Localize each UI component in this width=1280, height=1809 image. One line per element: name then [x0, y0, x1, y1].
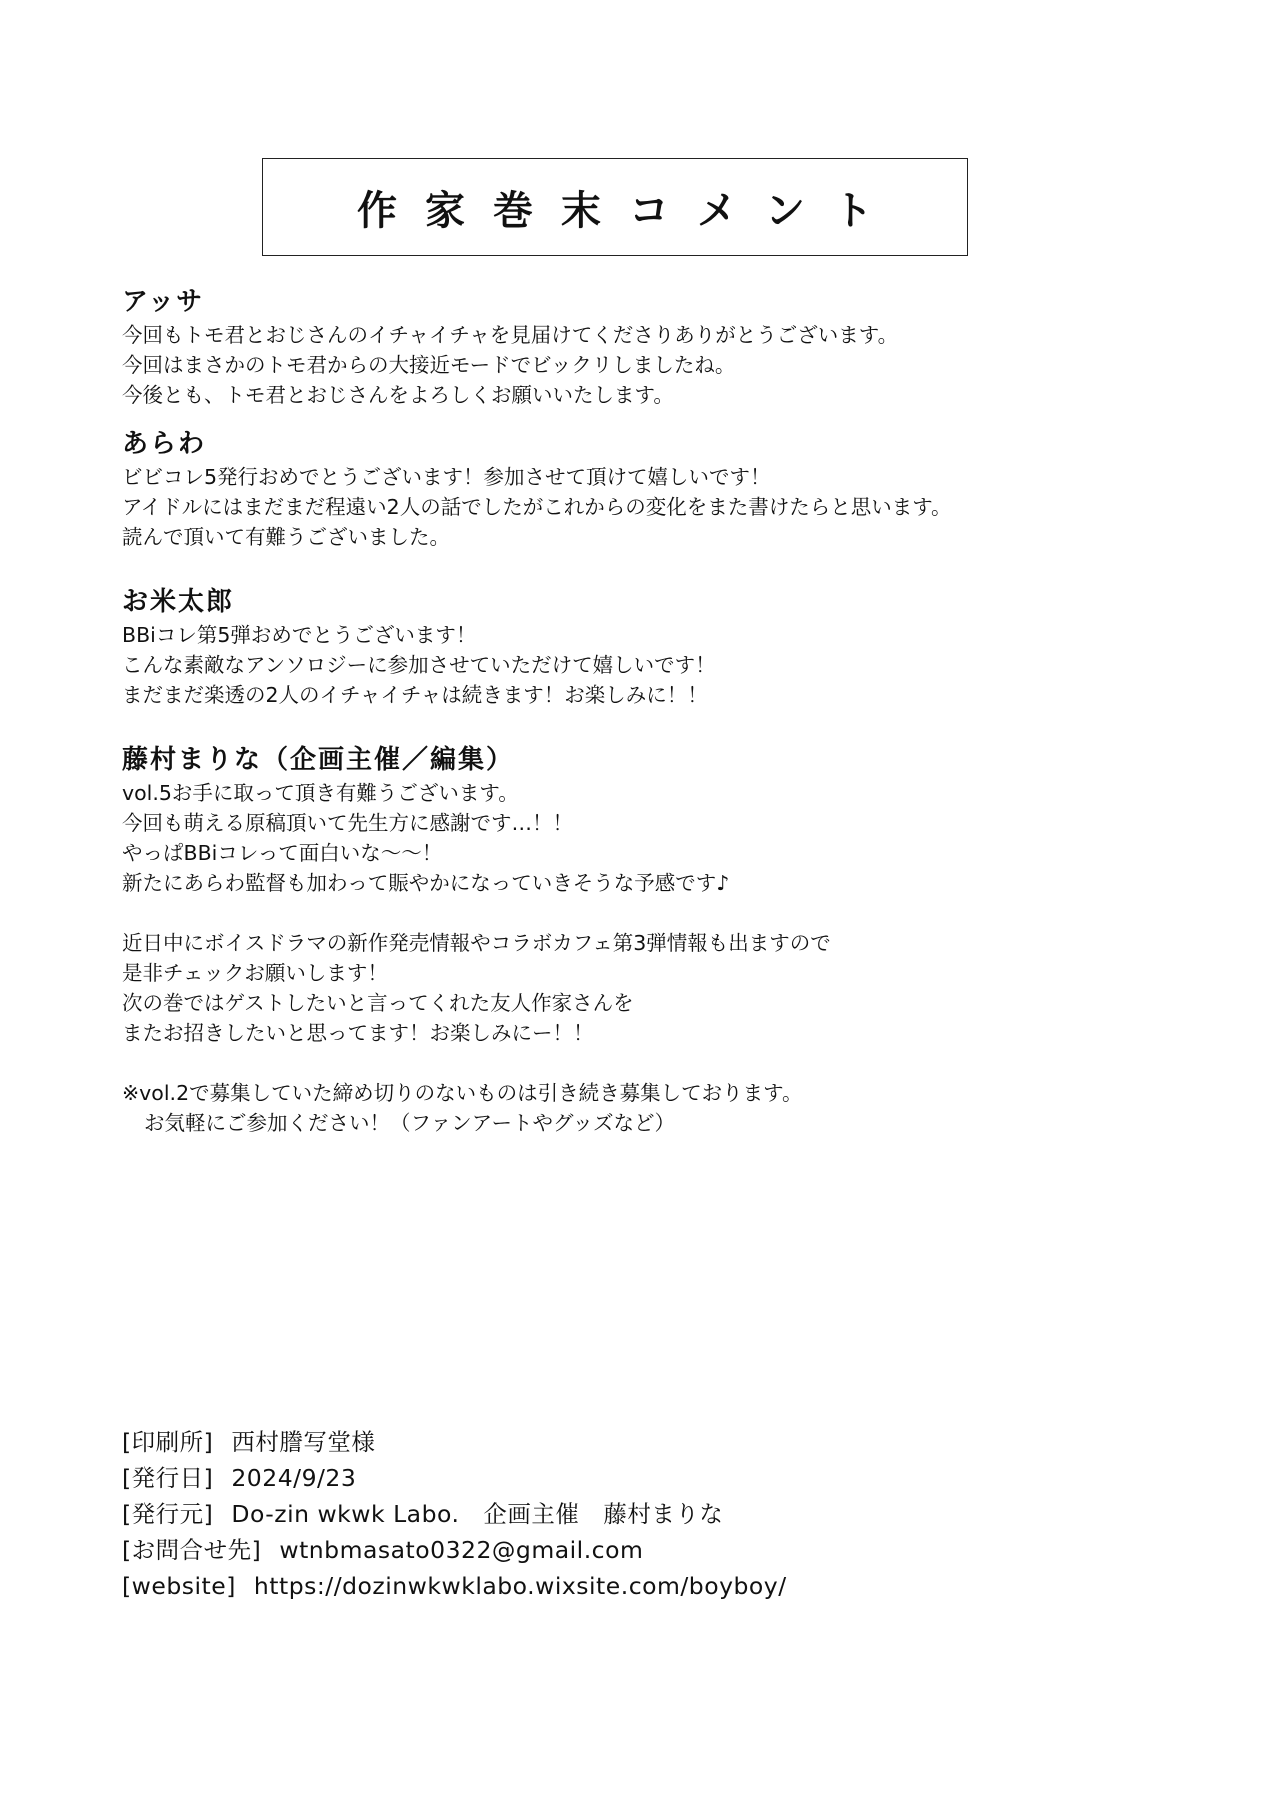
- colophon-value: 西村謄写堂様: [231, 1428, 376, 1456]
- comment-line: 今回はまさかのトモ君からの大接近モードでビックリしましたね。: [122, 353, 736, 377]
- colophon-label: [website]: [122, 1572, 236, 1600]
- comment-line: ビビコレ5発行おめでとうございます！参加させて頂けて嬉しいです！: [122, 465, 771, 489]
- comment-section-okometaro: [122, 584, 1162, 710]
- colophon-contact: [122, 1532, 1182, 1568]
- comment-section-fujimura: [122, 742, 1162, 1138]
- comment-line: 今後とも、トモ君とおじさんをよろしくお願いいたします。: [122, 383, 674, 407]
- colophon-date: [122, 1460, 1182, 1496]
- comment-line: またお招きしたいと思ってます！お楽しみにー！！: [122, 1021, 594, 1045]
- comment-line: 今回も萌える原稿頂いて先生方に感謝です…！！: [122, 811, 573, 835]
- author-name: お米太郎: [122, 587, 235, 617]
- page-title: 作家巻末コメント: [357, 187, 901, 234]
- comment-line: 新たにあらわ監督も加わって賑やかになっていきそうな予感です♪: [122, 871, 730, 895]
- author-name: アッサ: [122, 287, 205, 317]
- comment-section-arawa: [122, 426, 1162, 552]
- colophon-label: [お問合せ先]: [122, 1536, 262, 1564]
- note-line: ※vol.2で募集していた締め切りのないものは引き続き募集しております。: [122, 1081, 803, 1105]
- author-comments: [122, 284, 1162, 1138]
- comment-section-assa: [122, 284, 1162, 410]
- note-line: お気軽にご参加ください！（ファンアートやグッズなど）: [144, 1111, 675, 1135]
- comment-line: こんな素敵なアンソロジーに参加させていただけて嬉しいです！: [122, 653, 716, 677]
- author-name: あらわ: [122, 429, 207, 459]
- contact-email[interactable]: wtnbmasato0322@gmail.com: [279, 1536, 644, 1564]
- comment-line: 次の巻ではゲストしたいと言ってくれた友人作家さんを: [122, 991, 634, 1015]
- comment-line: 読んで頂いて有難うございました。: [122, 525, 450, 549]
- colophon-value: 2024/9/23: [231, 1464, 357, 1492]
- colophon-label: [発行元]: [122, 1500, 214, 1528]
- comment-line: 今回もトモ君とおじさんのイチャイチャを見届けてくださりありがとうございます。: [122, 323, 899, 347]
- comment-line: やっぱBBiコレって面白いな〜〜！: [122, 841, 443, 865]
- comment-line: 近日中にボイスドラマの新作発売情報やコラボカフェ第3弾情報も出ますので: [122, 931, 831, 955]
- colophon-website: [122, 1568, 1182, 1604]
- colophon-publisher: [122, 1496, 1182, 1532]
- colophon-label: [発行日]: [122, 1464, 214, 1492]
- comment-line: vol.5お手に取って頂き有難うございます。: [122, 781, 519, 805]
- colophon-label: [印刷所]: [122, 1428, 214, 1456]
- website-link[interactable]: https://dozinwkwklabo.wixsite.com/boyboy/: [253, 1572, 787, 1600]
- colophon-printer: [122, 1424, 1182, 1460]
- colophon: [122, 1424, 1182, 1604]
- comment-line: アイドルにはまだまだ程遠い2人の話でしたがこれからの変化をまた書けたらと思います。: [122, 495, 952, 519]
- comment-line: まだまだ楽透の2人のイチャイチャは続きます！お楽しみに！！: [122, 683, 708, 707]
- comment-line: 是非チェックお願いします！: [122, 961, 388, 985]
- comment-line: BBiコレ第5弾おめでとうございます！: [122, 623, 477, 647]
- colophon-value: Do-zin wkwk Labo. 企画主催 藤村まりな: [231, 1500, 724, 1528]
- author-name: 藤村まりな（企画主催／編集）: [122, 745, 515, 775]
- title-box: [262, 158, 968, 256]
